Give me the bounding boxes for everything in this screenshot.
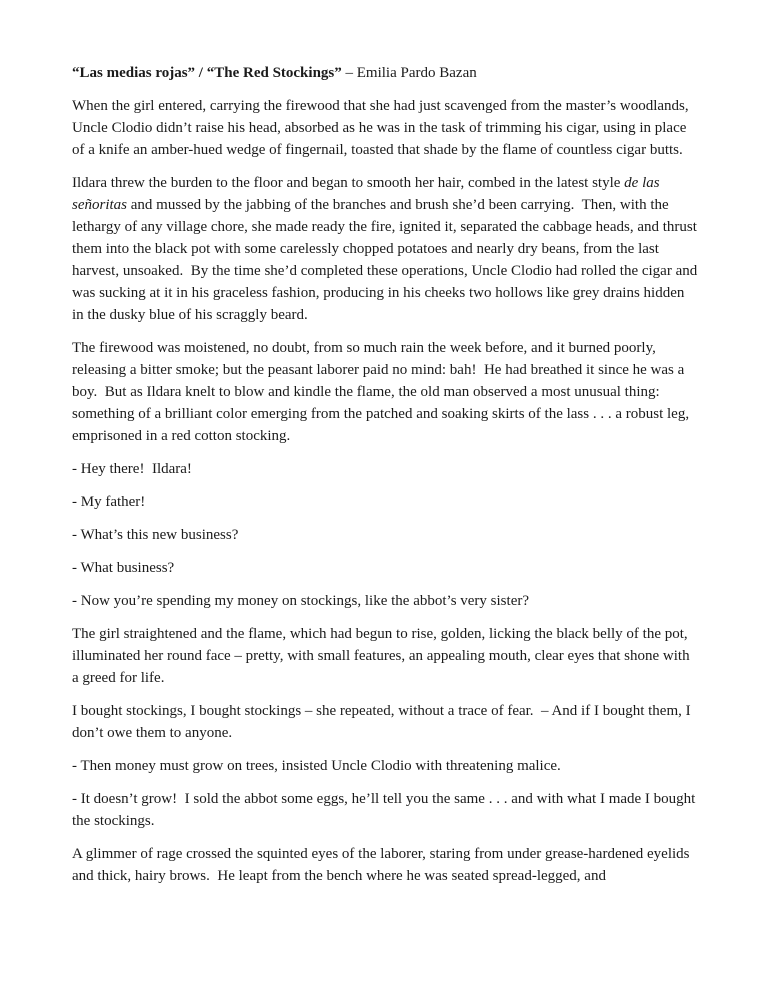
title-text: “Las medias rojas” / “The Red Stockings” — [72, 65, 342, 81]
document-body — [72, 95, 701, 887]
paragraph — [72, 843, 698, 887]
text-run: - Hey there! Ildara! — [72, 461, 192, 477]
paragraph — [72, 491, 698, 513]
paragraph — [72, 755, 698, 777]
text-run: and mussed by the jabbing of the branches and brush she’d been carrying. Then, with the lethargy of any village chore, she made ready the fire, ignited it, separated the cabbage heads, and thrust them into the black pot with some carelessly chopped potatoes and nearly dry beans, from the last harvest, unsoaked. By the time she’d completed these operations, Uncle Clodio had rolled the cigar and was sucking at it in his graceless fashion, producing in his cheeks two hollows like grey drains hidden in the dusky blue of his scraggly beard. — [72, 197, 701, 323]
text-run: - It doesn’t grow! I sold the abbot some eggs, he’ll tell you the same . . . and with what I made I bought the stockings. — [72, 791, 700, 829]
italic-text-run: de las señoritas — [72, 175, 664, 213]
text-run: The girl straightened and the flame, which had begun to rise, golden, licking the black belly of the pot, illuminated her round face – pretty, with small features, an appealing mouth, clear eyes that shone with a greed for life. — [72, 626, 694, 686]
text-run: The firewood was moistened, no doubt, from so much rain the week before, and it burned poorly, releasing a bitter smoke; but the peasant laborer paid no mind: bah! He had breathed it since he was a boy. But as Ildara knelt to blow and kindle the flame, the old man observed a most unusual thing: something of a brilliant color emerging from the patched and soaking skirts of the lass . . . a robust leg, emprisoned in a red cotton stocking. — [72, 340, 693, 444]
paragraph — [72, 172, 701, 326]
paragraph — [72, 623, 698, 689]
text-run: - What’s this new business? — [72, 527, 239, 543]
text-run: - What business? — [72, 560, 175, 576]
paragraph — [72, 557, 698, 579]
text-run: - Now you’re spending my money on stockings, like the abbot’s very sister? — [72, 593, 530, 609]
paragraph — [72, 524, 698, 546]
text-run: - Then money must grow on trees, insisted Uncle Clodio with threatening malice. — [72, 758, 561, 774]
paragraph — [72, 95, 698, 161]
paragraph — [72, 458, 698, 480]
text-run: A glimmer of rage crossed the squinted eyes of the laborer, staring from under grease-hardened eyelids and thick, hairy brows. He leapt from the bench where he was seated spread-legged, and — [72, 846, 694, 884]
title-author: – Emilia Pardo Bazan — [341, 65, 477, 81]
paragraph — [72, 337, 698, 447]
text-run: I bought stockings, I bought stockings – she repeated, without a trace of fear. – And if I bought them, I don’t owe them to anyone. — [72, 703, 695, 741]
paragraph — [72, 590, 698, 612]
paragraph — [72, 700, 698, 744]
text-run: - My father! — [72, 494, 146, 510]
document-title — [72, 62, 698, 84]
text-run: Ildara threw the burden to the floor and began to smooth her hair, combed in the latest style — [72, 175, 625, 191]
paragraph — [72, 788, 698, 832]
text-run: When the girl entered, carrying the firewood that she had just scavenged from the master’s woodlands, Uncle Clodio didn’t raise his head, absorbed as he was in the task of trimming his cigar, using in place of a knife an amber-hued wedge of fingernail, toasted that shade by the flame of countless cigar butts. — [72, 98, 693, 158]
